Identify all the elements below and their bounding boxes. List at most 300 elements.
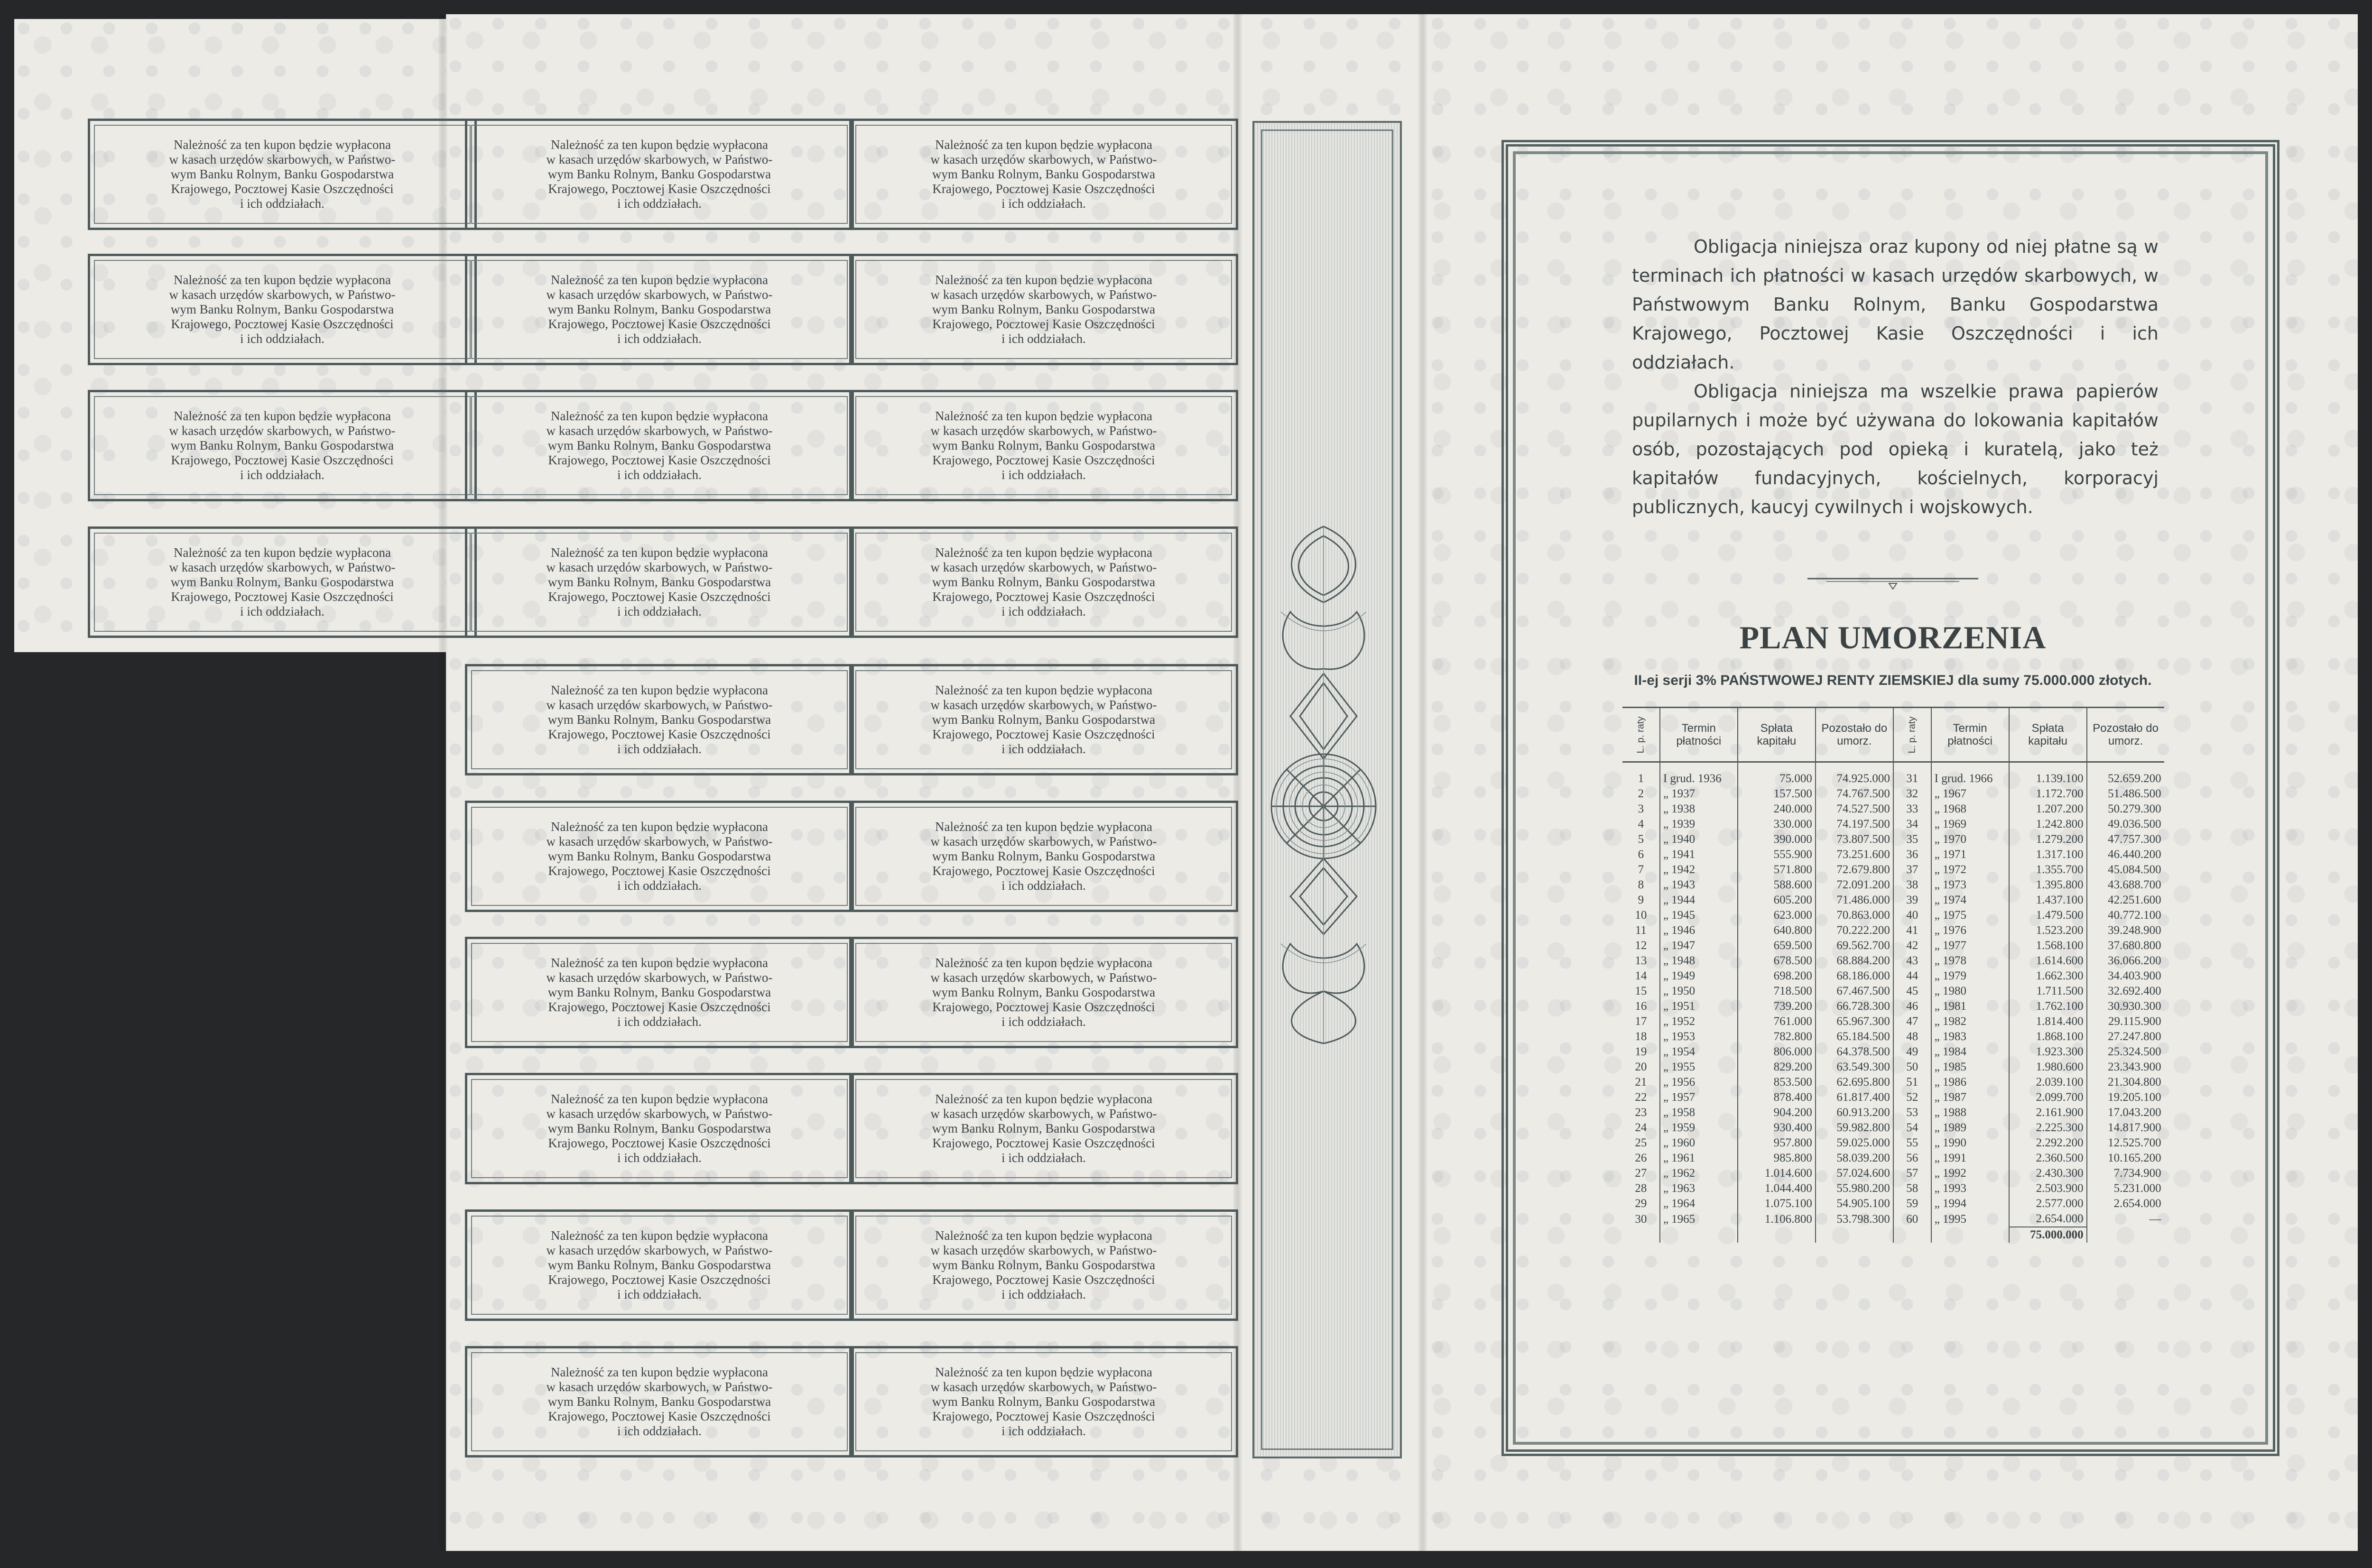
coupon-text (508, 956, 811, 1029)
coupon-text-line: w kasach urzędów skarbowych, w Państwo- (546, 1107, 773, 1121)
table-header-row (1622, 708, 2164, 762)
coupon-text-line: wym Banku Rolnym, Banku Gospodarstwa (547, 985, 771, 999)
table-cell: 52.659.200 (2108, 772, 2161, 785)
table-cell: 50.279.300 (2108, 802, 2161, 815)
table-row (1622, 968, 2164, 984)
table-cell: 1.711.500 (2009, 984, 2087, 999)
coupon (849, 664, 1238, 775)
coupon-text (508, 683, 811, 756)
table-row (1622, 938, 2164, 953)
table-cell: 782.800 (1738, 1029, 1816, 1044)
coupon-text-line: i ich oddziałach. (1001, 1424, 1086, 1438)
coupon-text-line: Należność za ten kupon będzie wypłacona (173, 138, 391, 152)
table-cell: 75.000 (1738, 762, 1816, 787)
table-cell: 7.734.900 (2113, 1167, 2161, 1180)
table-cell: 1.317.100 (2009, 847, 2087, 862)
coupon-text-line: Należność za ten kupon będzie wypłacona (935, 820, 1153, 834)
coupon-text-line: w kasach urzędów skarbowych, w Państwo- (930, 834, 1157, 849)
coupon-text-line: Należność za ten kupon będzie wypłacona (550, 683, 769, 697)
coupon-text-line: Krajowego, Pocztowej Kasie Oszczędności (548, 1136, 771, 1150)
table-cell: 640.800 (1738, 923, 1816, 938)
column-header: Termin płatności (1660, 708, 1738, 762)
coupon-text-line: w kasach urzędów skarbowych, w Państwo- (930, 424, 1157, 438)
table-cell: 40 (1893, 908, 1931, 923)
coupon-text (130, 409, 434, 482)
table-cell: 14 (1622, 968, 1660, 984)
coupon (849, 1346, 1238, 1457)
table-row (1622, 908, 2164, 923)
table-cell: 2.503.900 (2009, 1181, 2087, 1196)
guilloche-rosette (1262, 517, 1385, 1048)
table-row (1622, 984, 2164, 999)
table-cell: 1.044.400 (1738, 1181, 1816, 1196)
coupon-text-line: i ich oddziałach. (617, 468, 702, 482)
coupon-text-line: Krajowego, Pocztowej Kasie Oszczędności (932, 590, 1155, 604)
coupon-text-line: Krajowego, Pocztowej Kasie Oszczędności (932, 1136, 1155, 1150)
table-cell: 32 (1893, 786, 1931, 802)
table-row (1622, 953, 2164, 968)
table-cell: 1.437.100 (2009, 893, 2087, 908)
table-cell: 1.139.100 (2009, 762, 2087, 787)
column-header: Pozostało do umorz. (1816, 708, 1893, 762)
coupon-text-line: w kasach urzędów skarbowych, w Państwo- (930, 1380, 1157, 1394)
table-row (1622, 1090, 2164, 1105)
table-cell: 1.868.100 (2009, 1029, 2087, 1044)
coupon-text-line: w kasach urzędów skarbowych, w Państwo- (546, 287, 773, 302)
coupon-text-line: i ich oddziałach. (617, 1424, 702, 1438)
table-cell: 2.225.300 (2009, 1120, 2087, 1135)
coupon-text-line: w kasach urzędów skarbowych, w Państwo- (930, 970, 1157, 985)
table-cell: 66.728.300 (1816, 999, 1893, 1014)
coupon-text-line: wym Banku Rolnym, Banku Gospodarstwa (170, 575, 394, 589)
table-cell: 30.930.300 (2108, 1000, 2161, 1013)
table-cell: „ 1974 (1931, 893, 2009, 908)
coupon-text-line: wym Banku Rolnym, Banku Gospodarstwa (547, 302, 771, 316)
coupon (465, 1209, 854, 1321)
table-cell: 41 (1893, 923, 1931, 938)
table-cell: 68.186.000 (1816, 968, 1893, 984)
coupon-text-line: i ich oddziałach. (617, 742, 702, 756)
table-cell: 60.913.200 (1816, 1105, 1893, 1120)
coupon-text-line: Należność za ten kupon będzie wypłacona (935, 956, 1153, 970)
table-cell: 157.500 (1738, 786, 1816, 802)
coupon-text-line: wym Banku Rolnym, Banku Gospodarstwa (170, 438, 394, 452)
table-row (1622, 802, 2164, 817)
table-row (1622, 1166, 2164, 1181)
table-cell: 8 (1622, 877, 1660, 893)
table-cell: „ 1981 (1931, 999, 2009, 1014)
table-cell: 678.500 (1738, 953, 1816, 968)
table-cell: 829.200 (1738, 1060, 1816, 1075)
fold-line (1418, 14, 1427, 1551)
coupon (465, 937, 854, 1048)
coupon-text-line: w kasach urzędów skarbowych, w Państwo- (930, 1243, 1157, 1257)
table-cell: 1.980.600 (2009, 1060, 2087, 1075)
table-cell: 49.036.500 (2108, 818, 2161, 830)
coupon-text-line: i ich oddziałach. (1001, 742, 1086, 756)
table-cell: 72.091.200 (1816, 877, 1893, 893)
coupon-text-line: Krajowego, Pocztowej Kasie Oszczędności (171, 453, 394, 467)
table-cell: 53.798.300 (1816, 1211, 1893, 1227)
table-cell: 46 (1893, 999, 1931, 1014)
table-cell: 1.479.500 (2009, 908, 2087, 923)
coupon-text (892, 820, 1195, 893)
table-cell: 904.200 (1738, 1105, 1816, 1120)
table-cell: „ 1955 (1660, 1060, 1738, 1075)
coupon-text-line: Należność za ten kupon będzie wypłacona (550, 820, 769, 834)
table-cell: 20 (1622, 1060, 1660, 1075)
table-cell: 11 (1622, 923, 1660, 938)
table-cell: 47 (1893, 1014, 1931, 1029)
coupon-text (892, 1092, 1195, 1165)
table-cell: „ 1948 (1660, 953, 1738, 968)
coupon-text-line: Należność za ten kupon będzie wypłacona (550, 1365, 769, 1379)
table-cell: 52 (1893, 1090, 1931, 1105)
coupon-text-line: Krajowego, Pocztowej Kasie Oszczędności (548, 1273, 771, 1287)
column-header: L. p. raty (1893, 708, 1931, 762)
table-cell: 23.343.900 (2108, 1061, 2161, 1073)
coupon (465, 1073, 854, 1184)
table-cell: 37.680.800 (2108, 939, 2161, 952)
table-row (1622, 1181, 2164, 1196)
table-row (1622, 762, 2164, 787)
table-cell: 51 (1893, 1075, 1931, 1090)
coupon (88, 526, 477, 638)
table-cell: 65.967.300 (1816, 1014, 1893, 1029)
table-row (1622, 1135, 2164, 1151)
table-cell: 33 (1893, 802, 1931, 817)
table-cell: 2.654.000 (2113, 1197, 2161, 1210)
table-cell: „ 1954 (1660, 1044, 1738, 1060)
table-cell: „ 1964 (1660, 1196, 1738, 1211)
table-cell: 623.000 (1738, 908, 1816, 923)
table-cell: „ 1941 (1660, 847, 1738, 862)
table-cell: 2.360.500 (2009, 1151, 2087, 1166)
table-cell: 2.292.200 (2009, 1135, 2087, 1151)
table-cell: 13 (1622, 953, 1660, 968)
table-cell: 24 (1622, 1120, 1660, 1135)
table-cell: 571.800 (1738, 862, 1816, 877)
coupon-text-line: w kasach urzędów skarbowych, w Państwo- (546, 560, 773, 574)
table-cell: 27 (1622, 1166, 1660, 1181)
table-cell: 2 (1622, 786, 1660, 802)
table-cell: 54 (1893, 1120, 1931, 1135)
table-cell: „ 1989 (1931, 1120, 2009, 1135)
table-cell: 4 (1622, 817, 1660, 832)
table-cell (1660, 1227, 1738, 1243)
coupon-text-line: wym Banku Rolnym, Banku Gospodarstwa (547, 849, 771, 863)
table-cell: 806.000 (1738, 1044, 1816, 1060)
column-header: Termin płatności (1931, 708, 2009, 762)
coupon-text-line: Należność za ten kupon będzie wypłacona (935, 138, 1153, 152)
coupon-text-line: wym Banku Rolnym, Banku Gospodarstwa (547, 575, 771, 589)
table-cell: 44 (1893, 968, 1931, 984)
table-cell: 21 (1622, 1075, 1660, 1090)
coupon-text-line: Krajowego, Pocztowej Kasie Oszczędności (932, 864, 1155, 878)
table-cell (2087, 1227, 2164, 1243)
table-cell: „ 1951 (1660, 999, 1738, 1014)
coupon-text-line: Krajowego, Pocztowej Kasie Oszczędności (932, 727, 1155, 741)
terms-paragraph-payment: Obligacja niniejsza oraz kupony od niej płatne są w terminach ich płatności w kasach urzędów skarbowych, w Państwowym Banku Rolnym, Banku Gospodarstwa Krajowego, Pocztowej Kasie Oszczędności i ich oddziałach. (1632, 236, 2159, 373)
table-row (1622, 1211, 2164, 1227)
table-cell: 2.577.000 (2009, 1196, 2087, 1211)
table-cell: „ 1992 (1931, 1166, 2009, 1181)
coupon-text-line: w kasach urzędów skarbowych, w Państwo- (169, 287, 396, 302)
table-cell: „ 1991 (1931, 1151, 2009, 1166)
table-cell: 58.039.200 (1816, 1151, 1893, 1166)
coupon-text-line: i ich oddziałach. (617, 1151, 702, 1165)
table-cell: „ 1983 (1931, 1029, 2009, 1044)
table-cell: 64.378.500 (1816, 1044, 1893, 1060)
coupon-text-line: Krajowego, Pocztowej Kasie Oszczędności (932, 1273, 1155, 1287)
table-cell: „ 1939 (1660, 817, 1738, 832)
coupon-text-line: Należność za ten kupon będzie wypłacona (550, 956, 769, 970)
table-cell: 25.324.500 (2108, 1045, 2161, 1058)
table-cell: 5.231.000 (2113, 1182, 2161, 1195)
table-row (1622, 999, 2164, 1014)
table-cell: 1.523.200 (2009, 923, 2087, 938)
table-cell: 69.562.700 (1816, 938, 1893, 953)
fold-line (439, 14, 447, 1551)
table-cell: 43 (1893, 953, 1931, 968)
table-cell: 1.762.100 (2009, 999, 2087, 1014)
table-cell: 7 (1622, 862, 1660, 877)
coupon-text-line: wym Banku Rolnym, Banku Gospodarstwa (170, 167, 394, 181)
table-cell: 1.106.800 (1738, 1211, 1816, 1227)
coupon-text (508, 138, 811, 211)
table-cell: 74.767.500 (1816, 786, 1893, 802)
coupon-text-line: i ich oddziałach. (240, 196, 324, 211)
table-cell: 72.679.800 (1816, 862, 1893, 877)
coupon-text (892, 956, 1195, 1029)
table-row (1622, 1105, 2164, 1120)
table-cell: 56 (1893, 1151, 1931, 1166)
coupon-text-line: Krajowego, Pocztowej Kasie Oszczędności (932, 182, 1155, 196)
coupon-text-line: Krajowego, Pocztowej Kasie Oszczędności (932, 1000, 1155, 1014)
table-cell (1893, 1227, 1931, 1243)
table-row (1622, 786, 2164, 802)
coupon-text-line: w kasach urzędów skarbowych, w Państwo- (546, 698, 773, 712)
coupon (88, 254, 477, 365)
coupon-text-line: Krajowego, Pocztowej Kasie Oszczędności (932, 317, 1155, 331)
table-cell: 28 (1622, 1181, 1660, 1196)
coupon-text (130, 138, 434, 211)
coupon-text (508, 1228, 811, 1302)
table-cell: 1 (1622, 762, 1660, 787)
coupon-text-line: w kasach urzędów skarbowych, w Państwo- (169, 560, 396, 574)
coupon-text-line: Krajowego, Pocztowej Kasie Oszczędności (548, 317, 771, 331)
table-cell: „ 1986 (1931, 1075, 2009, 1090)
table-cell: 6 (1622, 847, 1660, 862)
table-cell: „ 1975 (1931, 908, 2009, 923)
table-cell: 2.654.000 (2009, 1211, 2087, 1227)
coupon-text-line: Należność za ten kupon będzie wypłacona (173, 273, 391, 287)
column-header: Pozostało do umorz. (2087, 708, 2164, 762)
table-cell: 1.923.300 (2009, 1044, 2087, 1060)
table-cell: „ 1985 (1931, 1060, 2009, 1075)
table-cell: 1.075.100 (1738, 1196, 1816, 1211)
table-cell: 1.172.700 (2009, 786, 2087, 802)
table-cell: 67.467.500 (1816, 984, 1893, 999)
table-cell: 240.000 (1738, 802, 1816, 817)
coupon-text-line: Krajowego, Pocztowej Kasie Oszczędności (548, 590, 771, 604)
coupon-text-line: wym Banku Rolnym, Banku Gospodarstwa (547, 1258, 771, 1272)
table-row (1622, 862, 2164, 877)
table-cell: 2.099.700 (2009, 1090, 2087, 1105)
table-cell: „ 1978 (1931, 953, 2009, 968)
table-cell: „ 1967 (1931, 786, 2009, 802)
table-cell: 9 (1622, 893, 1660, 908)
table-row (1622, 1120, 2164, 1135)
coupon-text-line: w kasach urzędów skarbowych, w Państwo- (546, 1380, 773, 1394)
table-cell: 25 (1622, 1135, 1660, 1151)
table-cell: „ 1990 (1931, 1135, 2009, 1151)
coupon-text-line: wym Banku Rolnym, Banku Gospodarstwa (932, 1394, 1156, 1409)
column-header: Spłata kapitału (1738, 708, 1816, 762)
coupon-text-line: i ich oddziałach. (1001, 1287, 1086, 1301)
coupon-text-line: wym Banku Rolnym, Banku Gospodarstwa (932, 167, 1156, 181)
table-cell: 53 (1893, 1105, 1931, 1120)
table-cell: 40.772.100 (2108, 909, 2161, 922)
coupon-text-line: Krajowego, Pocztowej Kasie Oszczędności (171, 317, 394, 331)
coupon-text (130, 273, 434, 346)
table-cell (1738, 1227, 1816, 1243)
table-cell (1622, 1227, 1660, 1243)
table-cell: 29.115.900 (2108, 1015, 2161, 1028)
coupon-text-line: Należność za ten kupon będzie wypłacona (935, 409, 1153, 423)
table-cell: 588.600 (1738, 877, 1816, 893)
coupon-text-line: wym Banku Rolnym, Banku Gospodarstwa (170, 302, 394, 316)
table-cell: 51.486.500 (2108, 787, 2161, 800)
table-cell: 1.279.200 (2009, 832, 2087, 847)
table-cell: 48 (1893, 1029, 1931, 1044)
table-cell: 10.165.200 (2108, 1152, 2161, 1164)
coupon (849, 254, 1238, 365)
table-cell: — (2149, 1212, 2161, 1226)
table-cell: „ 1995 (1931, 1211, 2009, 1227)
table-cell: „ 1956 (1660, 1075, 1738, 1090)
table-cell: 19.205.100 (2108, 1091, 2161, 1104)
table-cell: 59 (1893, 1196, 1931, 1211)
table-cell: 390.000 (1738, 832, 1816, 847)
table-cell: „ 1937 (1660, 786, 1738, 802)
coupon-text-line: w kasach urzędów skarbowych, w Państwo- (546, 1243, 773, 1257)
table-cell: 39 (1893, 893, 1931, 908)
table-row (1622, 923, 2164, 938)
table-cell: 55 (1893, 1135, 1931, 1151)
table-cell: 605.200 (1738, 893, 1816, 908)
coupon-text (508, 1092, 811, 1165)
coupon-text-line: w kasach urzędów skarbowych, w Państwo- (169, 152, 396, 166)
coupon-text (508, 273, 811, 346)
coupon-text-line: i ich oddziałach. (240, 332, 324, 346)
coupon (465, 119, 854, 230)
table-row (1622, 847, 2164, 862)
table-cell: 71.486.000 (1816, 893, 1893, 908)
coupon-text-line: Należność za ten kupon będzie wypłacona (550, 1092, 769, 1106)
table-cell: „ 1938 (1660, 802, 1738, 817)
coupon-text-line: Należność za ten kupon będzie wypłacona (550, 545, 769, 560)
table-cell: „ 1970 (1931, 832, 2009, 847)
table-cell: 878.400 (1738, 1090, 1816, 1105)
coupon-text-line: i ich oddziałach. (617, 196, 702, 211)
table-cell: 73.251.600 (1816, 847, 1893, 862)
coupon-text-line: i ich oddziałach. (1001, 468, 1086, 482)
table-cell: 27.247.800 (2108, 1030, 2161, 1043)
coupon-text-line: Należność za ten kupon będzie wypłacona (935, 1092, 1153, 1106)
coupon-text-line: wym Banku Rolnym, Banku Gospodarstwa (547, 1394, 771, 1409)
coupon-text-line: wym Banku Rolnym, Banku Gospodarstwa (932, 1258, 1156, 1272)
table-cell: „ 1973 (1931, 877, 2009, 893)
table-cell: 2.039.100 (2009, 1075, 2087, 1090)
coupon (465, 526, 854, 638)
table-total-row (1622, 1227, 2164, 1243)
coupon-text-line: Należność za ten kupon będzie wypłacona (935, 683, 1153, 697)
table-cell: 31 (1893, 762, 1931, 787)
table-cell: 59.982.800 (1816, 1120, 1893, 1135)
coupon-text-line: i ich oddziałach. (1001, 1015, 1086, 1029)
table-cell: 37 (1893, 862, 1931, 877)
coupon-text-line: w kasach urzędów skarbowych, w Państwo- (546, 970, 773, 985)
coupon-text (508, 409, 811, 482)
coupon-text-line: i ich oddziałach. (1001, 878, 1086, 893)
coupon-text-line: Należność za ten kupon będzie wypłacona (173, 409, 391, 423)
coupon-text (892, 409, 1195, 482)
table-cell: „ 1993 (1931, 1181, 2009, 1196)
table-cell: 54.905.100 (1816, 1196, 1893, 1211)
table-cell: 74.925.000 (1816, 762, 1893, 787)
table-cell: 1.014.600 (1738, 1166, 1816, 1181)
coupon-text-line: Należność za ten kupon będzie wypłacona (550, 273, 769, 287)
table-cell: „ 1958 (1660, 1105, 1738, 1120)
coupon-text-line: wym Banku Rolnym, Banku Gospodarstwa (932, 712, 1156, 727)
table-cell: „ 1977 (1931, 938, 2009, 953)
table-cell: 42 (1893, 938, 1931, 953)
table-cell: 659.500 (1738, 938, 1816, 953)
coupon (88, 390, 477, 501)
table-cell: 739.200 (1738, 999, 1816, 1014)
table-cell: 18 (1622, 1029, 1660, 1044)
coupon-text-line: w kasach urzędów skarbowych, w Państwo- (930, 560, 1157, 574)
table-cell: 1.395.800 (2009, 877, 2087, 893)
table-cell: 45.084.500 (2108, 863, 2161, 876)
table-cell: 73.807.500 (1816, 832, 1893, 847)
bond-terms-text (1632, 232, 2159, 522)
table-cell: 70.863.000 (1816, 908, 1893, 923)
table-cell: „ 1994 (1931, 1196, 2009, 1211)
coupon-text-line: wym Banku Rolnym, Banku Gospodarstwa (547, 167, 771, 181)
coupon-text-line: wym Banku Rolnym, Banku Gospodarstwa (547, 1121, 771, 1135)
table-cell: „ 1950 (1660, 984, 1738, 999)
coupon (465, 801, 854, 912)
coupon-text-line: i ich oddziałach. (617, 1015, 702, 1029)
table-cell: 3 (1622, 802, 1660, 817)
column-header: Spłata kapitału (2009, 708, 2087, 762)
table-cell: „ 1953 (1660, 1029, 1738, 1044)
coupon-text-line: Należność za ten kupon będzie wypłacona (173, 545, 391, 560)
coupon-text (892, 683, 1195, 756)
table-cell: 930.400 (1738, 1120, 1816, 1135)
table-cell: 55.980.200 (1816, 1181, 1893, 1196)
coupon-text-line: i ich oddziałach. (1001, 1151, 1086, 1165)
table-cell: 22 (1622, 1090, 1660, 1105)
table-cell: 15 (1622, 984, 1660, 999)
table-cell: „ 1972 (1931, 862, 2009, 877)
coupon (88, 119, 477, 230)
coupon-text-line: w kasach urzędów skarbowych, w Państwo- (930, 152, 1157, 166)
coupon-text (130, 545, 434, 619)
coupon-text-line: wym Banku Rolnym, Banku Gospodarstwa (932, 1121, 1156, 1135)
